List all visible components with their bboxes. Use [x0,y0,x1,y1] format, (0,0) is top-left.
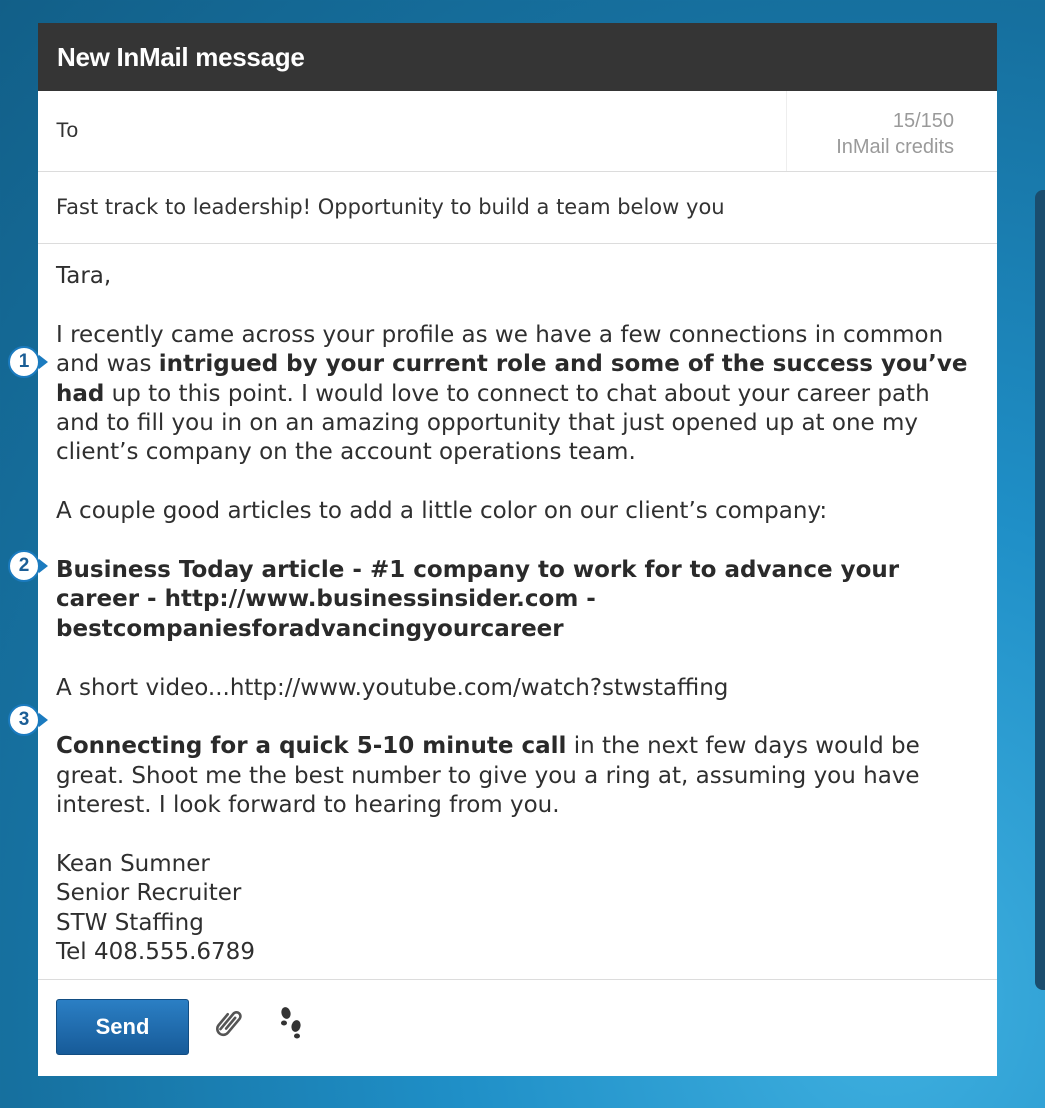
intro-text-1: I recently came across your profile as we have a few connections in common and was [56,321,944,378]
send-button[interactable]: Send [56,999,189,1055]
paragraph-call [56,732,979,820]
signature-phone: Tel 408.555.6789 [56,939,255,966]
intro-bold: intrigued by your current role and some of the success you’ve had [56,351,968,407]
paragraph-articles: A couple good articles to add a little color on our client’s company: [56,498,828,525]
subject-field[interactable]: Fast track to leadership! Opportunity to build a team below you [38,172,997,244]
signature-name: Kean Sumner [56,851,210,878]
signature [56,850,979,968]
paragraph-article-link [56,556,979,644]
inmail-compose-window [38,23,997,1075]
annotation-badge-2: 2 [8,550,40,582]
credits-count: 15/150 [892,110,954,132]
inmail-credits [836,108,954,160]
credits-divider [786,91,787,171]
annotation-badge-3: 3 [8,704,40,736]
call-text: in the next few days would be great. Shoot me the best number to give you a ring at, assuming you have interest. I look forward to hearing from you. [56,733,920,819]
background-panel-edge [1035,190,1045,990]
signature-company: STW Staffing [56,909,204,936]
paperclip-icon[interactable] [210,1004,250,1048]
to-field-row[interactable] [38,91,997,172]
message-body[interactable] [38,244,997,968]
footprints-icon[interactable] [276,1004,308,1048]
greeting: Tara, [56,263,112,289]
credits-label: InMail credits [836,136,954,158]
article-link-bold: Business Today article - #1 company to work for to advance your career - http://www.businessinsider.com -bestcompaniesforadvancingyourcareer [56,557,900,642]
intro-text-2: up to this point. I would love to connect to chat about your career path and to fill you in on an amazing opportunity that just opened up at one my client’s company on the account operations team. [56,380,930,466]
paragraph-intro [56,321,979,468]
annotation-arrow-1 [39,355,48,369]
paragraph-video: A short video...http://www.youtube.com/watch?stwstaffing [56,674,729,701]
annotation-arrow-3 [39,713,48,727]
annotation-arrow-2 [39,559,48,573]
compose-footer [38,979,997,1076]
annotation-badge-1: 1 [8,346,40,378]
signature-title: Senior Recruiter [56,880,242,907]
call-bold: Connecting for a quick 5-10 minute call [56,733,567,760]
window-title: New InMail message [38,23,997,91]
to-label: To [56,119,79,142]
